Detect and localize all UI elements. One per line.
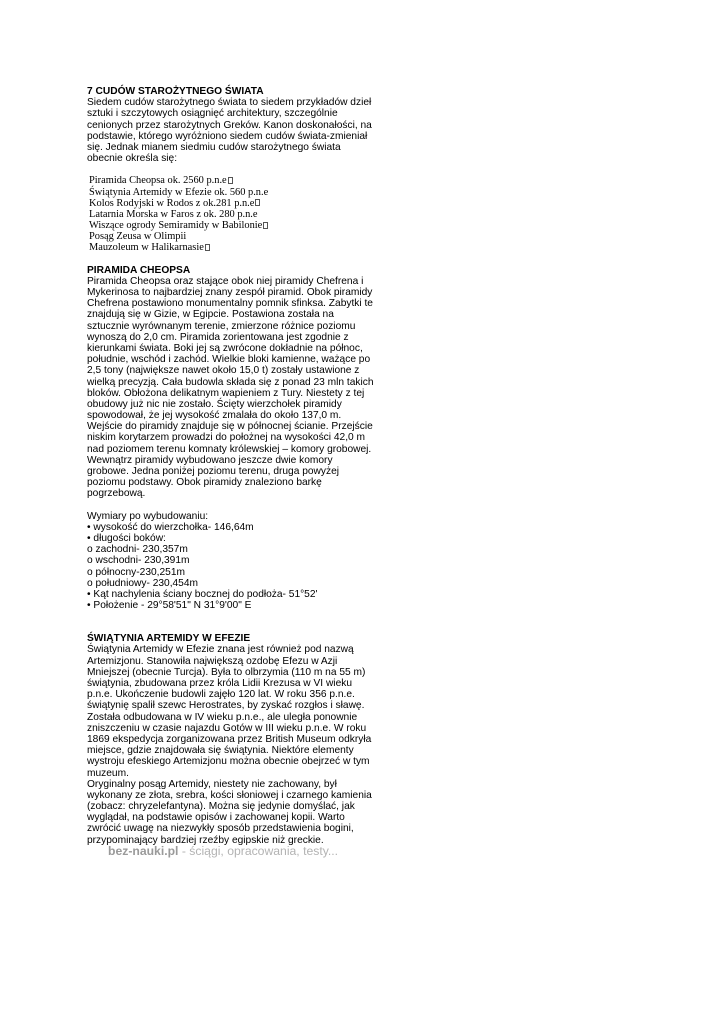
- text-line: bloków. Obłożona delikatnym wapieniem z Tury. Niestety z tej: [87, 387, 365, 399]
- section-title-artemis: ŚWIĄTYNIA ARTEMIDY W EFEZIE: [87, 633, 251, 645]
- text-line: cenionych przez starożytnych Greków. Kanon doskonałości, na: [87, 119, 372, 131]
- text-line: Wejście do piramidy znajduje się w północnej ścianie. Przejście: [87, 421, 373, 433]
- text-line: o południowy- 230,454m: [87, 577, 199, 589]
- text-line: kierunkami świata. Boki jej są zwrócone dokładnie na północ,: [87, 342, 363, 354]
- pyramid-paragraph: [87, 276, 373, 500]
- text-line: niskim korytarzem prowadzi do położnej na wysokości 42,0 m: [87, 432, 366, 444]
- footer-brand-link[interactable]: bez-nauki.pl: [108, 844, 179, 858]
- text-line: 1869 ekspedycja zorganizowana przez British Museum odkryła: [87, 733, 372, 745]
- text-line: spowodował, że jej wysokość zmalała do około 137,0 m.: [87, 410, 342, 422]
- text-line: wykonany ze złota, srebra, kości słoniowej i czarnego kamienia: [87, 789, 372, 801]
- text-line: Świątynia Artemidy w Efezie znana jest również pod nazwą: [87, 644, 354, 656]
- section-title-pyramid: PIRAMIDA CHEOPSA: [87, 264, 191, 276]
- text-line: poziomu podstawy. Obok piramidy znaleziono barkę: [87, 477, 322, 489]
- text-line: Artemizjonu. Stanowiła największą ozdobę Efezu w Azji: [87, 655, 338, 667]
- text-line: świątynia, zbudowana przez króla Lidii Krezusa w VI wieku: [87, 678, 352, 689]
- text-line: południe, wschód i zachód. Wielkie bloki kamienne, ważące po: [87, 354, 371, 366]
- footer-tagline: - ściągi, opracowania, testy...: [178, 844, 339, 858]
- text-line: zwrócić uwagę na niezwykły sposób przedstawienia bogini,: [87, 823, 354, 835]
- intro-paragraph: [87, 97, 373, 164]
- text-line: sztuki i szczytowych osiągnięć architektury, szczególnie: [87, 108, 338, 120]
- wonders-list: [89, 175, 373, 253]
- artemis-paragraph: [87, 644, 373, 845]
- text-line: Mniejszej (obecnie Turcja). Była to olbrzymia (110 m na 55 m): [87, 666, 366, 678]
- list-item: Świątynia Artemidy w Efezie ok. 560 p.n.e: [89, 186, 269, 198]
- list-item: Piramida Cheopsa ok. 2560 p.n.e: [89, 175, 373, 186]
- text-line: grobowe. Jedna poniżej poziomu terenu, druga powyżej: [87, 466, 340, 477]
- text-line: wyglądał, na podstawie opisów i zachowanej kopii. Warto: [87, 812, 345, 824]
- list-item: Mauzoleum w Halikarnasie: [89, 242, 373, 253]
- text-line: Siedem cudów starożytnego świata to siedem przykładów dzieł: [87, 97, 372, 109]
- text-line: • Położenie - 29°58'51" N 31°9'00" E: [87, 600, 252, 612]
- list-item: Wiszące ogrody Semiramidy w Babilonie: [89, 220, 373, 231]
- text-line: • długości boków:: [87, 532, 166, 544]
- text-line: Wymiary po wybudowaniu:: [87, 510, 209, 522]
- text-line: o zachodni- 230,357m: [87, 544, 188, 556]
- text-line: wynoszą do 2,0 cm. Piramida zorientowana jest zgodnie z: [87, 331, 349, 343]
- text-line: pogrzebową.: [87, 488, 146, 500]
- text-line: Wewnątrz piramidy wybudowano jeszcze dwie komory: [87, 454, 333, 466]
- text-line: wielką precyzją. Cała budowla składa się z ponad 23 mln takich: [87, 376, 374, 388]
- text-line: • Kąt nachylenia ściany bocznej do podłoża- 51°52': [87, 588, 318, 600]
- text-line: o wschodni- 230,391m: [87, 555, 190, 567]
- text-line: (zobacz: chryzelefantyna). Można się jedynie domyślać, jak: [87, 801, 355, 813]
- missing-glyph-icon: [228, 177, 233, 184]
- text-line: przypominający bardziej rzeźby egipskie niż greckie.: [87, 834, 324, 846]
- text-line: Oryginalny posąg Artemidy, niestety nie zachowany, był: [87, 778, 337, 790]
- text-line: Została odbudowana w IV wieku p.n.e., ale uległa ponownie: [87, 711, 358, 723]
- text-line: o północny-230,251m: [87, 566, 185, 578]
- text-line: sztucznie wyrównanym terenie, zmierzone różnice poziomu: [87, 320, 356, 332]
- text-line: muzeum.: [87, 767, 129, 779]
- list-item: Latarnia Morska w Faros z ok. 280 p.n.e: [89, 208, 258, 220]
- text-line: obecnie określa się:: [87, 153, 178, 165]
- text-line: zniszczeniu w czasie najazdu Gotów w III wieku p.n.e. W roku: [87, 722, 367, 734]
- text-line: miejsce, gdzie znajdowała się świątynia. Niektóre elementy: [87, 745, 354, 757]
- text-line: 2,5 tony (największe nawet około 15,0 t) zostały ustawione z: [87, 365, 360, 377]
- text-line: Mykerinosa to najbardziej znany zespół piramid. Obok piramidy: [87, 287, 373, 298]
- text-line: nad poziomem terenu komnaty królewskiej – komory grobowej.: [87, 443, 372, 455]
- section-title-intro: 7 CUDÓW STAROŻYTNEGO ŚWIATA: [87, 86, 264, 97]
- text-line: wystroju efeskiego Artemizjonu można obecnie obejrzeć w tym: [87, 756, 370, 768]
- text-line: podstawie, którego wyróżniono siedem cudów świata-zmieniał: [87, 130, 368, 142]
- text-line: znajdują się w Gizie, w Egipcie. Postawiona została na: [87, 309, 334, 321]
- missing-glyph-icon: [263, 222, 268, 229]
- footer-watermark[interactable]: [108, 846, 338, 857]
- missing-glyph-icon: [205, 244, 210, 251]
- text-column: [87, 86, 373, 846]
- text-line: Chefrena postawiono monumentalny pomnik sfinksa. Zabytki te: [87, 298, 373, 310]
- text-line: świątynię spalił szewc Herostrates, by zyskać rozgłos i sławę.: [87, 700, 365, 712]
- text-line: obudowy już nic nie zostało. Ścięty wierzchołek piramidy: [87, 398, 342, 410]
- text-line: p.n.e. Ukończenie budowli zajęło 120 lat. W roku 356 p.n.e.: [87, 689, 355, 701]
- list-item: Posąg Zeusa w Olimpii: [89, 231, 187, 243]
- missing-glyph-icon: [255, 199, 260, 206]
- list-item: Kolos Rodyjski w Rodos z ok.281 p.n.e: [89, 198, 373, 209]
- text-line: • wysokość do wierzchołka- 146,64m: [87, 521, 254, 533]
- text-line: się. Jednak mianem siedmiu cudów starożytnego świata: [87, 141, 341, 153]
- pyramid-dimensions: [87, 511, 373, 612]
- text-line: Piramida Cheopsa oraz stające obok niej piramidy Chefrena i: [87, 275, 364, 287]
